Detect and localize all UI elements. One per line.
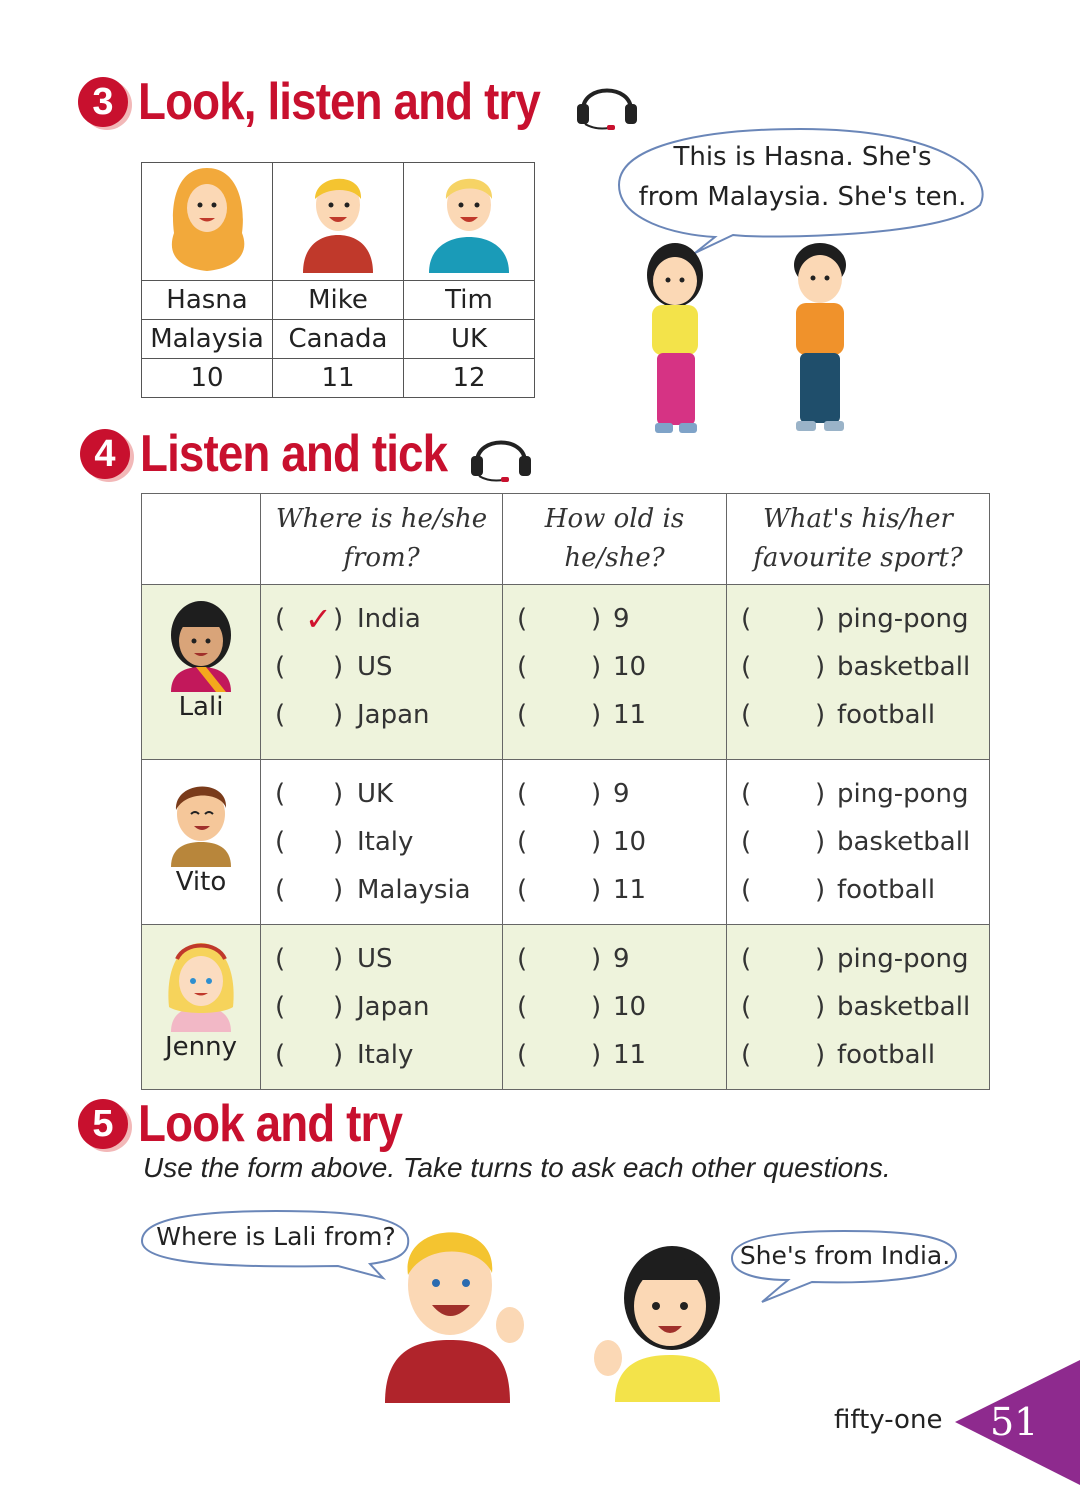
table-row xyxy=(142,585,990,760)
header-age-line2: he/she? xyxy=(564,543,665,573)
option-label: football xyxy=(837,875,936,905)
mike-illustration xyxy=(293,163,383,273)
option-label: 9 xyxy=(613,604,630,634)
girl-waving-illustration xyxy=(590,1240,740,1402)
section-number-badge: 4 xyxy=(80,429,130,479)
boy-waving-illustration xyxy=(380,1215,530,1403)
option-label: 11 xyxy=(613,875,647,905)
tick-mark-icon: ✓ xyxy=(305,600,332,638)
hasna-picture xyxy=(142,163,273,281)
bubble-line-2: from Malaysia. She's ten. xyxy=(638,182,967,212)
option-label: ping-pong xyxy=(837,944,969,974)
option-sport[interactable]: ( ) football xyxy=(741,875,936,905)
option-sport[interactable]: ( ) football xyxy=(741,1040,936,1070)
corner-header xyxy=(142,494,261,585)
headphones-icon xyxy=(469,426,533,482)
option-label: football xyxy=(837,700,936,730)
headphones-icon xyxy=(575,74,639,130)
speech-bubble-answer xyxy=(728,1228,960,1304)
option-sport[interactable]: ( ) ping-pong xyxy=(741,604,969,634)
mike-picture xyxy=(273,163,404,281)
mike-name: Mike xyxy=(273,281,404,320)
option-sport[interactable]: ( ) ping-pong xyxy=(741,944,969,974)
option-age[interactable]: ( ) 9 xyxy=(517,944,630,974)
option-label: 11 xyxy=(613,700,647,730)
option-label: Italy xyxy=(357,827,414,857)
option-age[interactable]: ( ) 9 xyxy=(517,604,630,634)
option-label: 9 xyxy=(613,944,630,974)
option-age[interactable]: ( ) 9 xyxy=(517,779,630,809)
country-options xyxy=(261,585,503,760)
option-label: ping-pong xyxy=(837,779,969,809)
hasna-age: 10 xyxy=(142,359,273,398)
option-label: basketball xyxy=(837,827,971,857)
option-label: 10 xyxy=(613,827,647,857)
section-number-badge: 3 xyxy=(78,77,128,127)
hasna-illustration xyxy=(162,163,252,273)
mike-country: Canada xyxy=(273,320,404,359)
header-sport xyxy=(727,494,990,585)
tim-country: UK xyxy=(404,320,535,359)
option-label: 10 xyxy=(613,652,647,682)
hasna-country: Malaysia xyxy=(142,320,273,359)
option-age[interactable]: ( ) 11 xyxy=(517,875,647,905)
section-5-heading xyxy=(78,1094,438,1154)
option-country[interactable]: ( ) US xyxy=(275,652,393,682)
option-label: Japan xyxy=(357,700,430,730)
option-label: 10 xyxy=(613,992,647,1022)
option-country[interactable]: ( ✓ ) India xyxy=(275,600,421,638)
jenny-cell xyxy=(142,925,261,1090)
bubble-line-1: This is Hasna. She's xyxy=(673,142,932,172)
lali-illustration xyxy=(166,597,236,692)
option-sport[interactable]: ( ) basketball xyxy=(741,992,971,1022)
sport-options xyxy=(727,760,990,925)
option-label: 9 xyxy=(613,779,630,809)
header-country-line2: from? xyxy=(343,543,420,573)
section-title: Look and try xyxy=(138,1095,403,1153)
option-age[interactable]: ( ) 10 xyxy=(517,992,647,1022)
option-label: ping-pong xyxy=(837,604,969,634)
option-country[interactable]: ( ) Italy xyxy=(275,827,414,857)
option-sport[interactable]: ( ) basketball xyxy=(741,827,971,857)
option-label: US xyxy=(357,944,393,974)
sport-options xyxy=(727,585,990,760)
tim-name: Tim xyxy=(404,281,535,320)
instruction-text: Use the form above. Take turns to ask each other questions. xyxy=(143,1152,891,1183)
tim-illustration xyxy=(414,163,524,273)
sport-options xyxy=(727,925,990,1090)
option-sport[interactable]: ( ) basketball xyxy=(741,652,971,682)
option-label: Malaysia xyxy=(357,875,471,905)
intro-people-table xyxy=(141,162,535,398)
section-title: Listen and tick xyxy=(140,425,448,483)
option-label: 11 xyxy=(613,1040,647,1070)
option-sport[interactable]: ( ) football xyxy=(741,700,936,730)
girl-and-boy-illustration xyxy=(630,235,870,445)
table-row xyxy=(142,760,990,925)
option-country[interactable]: ( ) US xyxy=(275,944,393,974)
option-label: football xyxy=(837,1040,936,1070)
option-label: basketball xyxy=(837,992,971,1022)
person-name: Lali xyxy=(178,692,224,722)
lali-cell xyxy=(142,585,261,760)
section-3-heading xyxy=(78,72,639,132)
bubble-answer-text: She's from India. xyxy=(739,1241,951,1270)
option-country[interactable]: ( ) Italy xyxy=(275,1040,414,1070)
section-title: Look, listen and try xyxy=(138,73,540,131)
age-options xyxy=(503,925,727,1090)
option-age[interactable]: ( ) 11 xyxy=(517,700,647,730)
page-number: 51 xyxy=(990,1400,1039,1444)
page-number-words: fifty-one xyxy=(834,1405,943,1435)
vito-cell xyxy=(142,760,261,925)
option-label: Japan xyxy=(357,992,430,1022)
option-label: India xyxy=(357,604,421,634)
header-sport-line1: What's his/her xyxy=(763,504,953,534)
country-options xyxy=(261,760,503,925)
listen-and-tick-table xyxy=(141,493,990,1090)
hasna-name: Hasna xyxy=(142,281,273,320)
option-label: US xyxy=(357,652,393,682)
option-country[interactable]: ( ) UK xyxy=(275,779,394,809)
table-row xyxy=(142,925,990,1090)
jenny-illustration xyxy=(161,937,241,1032)
tim-picture xyxy=(404,163,535,281)
person-name: Vito xyxy=(175,867,227,897)
option-label: Italy xyxy=(357,1040,414,1070)
age-options xyxy=(503,585,727,760)
option-age[interactable]: ( ) 10 xyxy=(517,827,647,857)
header-country xyxy=(261,494,503,585)
section-4-heading xyxy=(80,424,533,484)
tim-age: 12 xyxy=(404,359,535,398)
vito-illustration xyxy=(166,772,236,867)
option-age[interactable]: ( ) 10 xyxy=(517,652,647,682)
speech-bubble-question xyxy=(138,1208,413,1280)
age-options xyxy=(503,760,727,925)
header-sport-line2: favourite sport? xyxy=(753,543,963,573)
country-options xyxy=(261,925,503,1090)
option-country[interactable]: ( ) Malaysia xyxy=(275,875,471,905)
section-number-badge: 5 xyxy=(78,1099,128,1149)
option-label: UK xyxy=(357,779,394,809)
bubble-question-text: Where is Lali from? xyxy=(156,1222,396,1251)
header-age xyxy=(503,494,727,585)
option-label: basketball xyxy=(837,652,971,682)
mike-age: 11 xyxy=(273,359,404,398)
option-sport[interactable]: ( ) ping-pong xyxy=(741,779,969,809)
person-name: Jenny xyxy=(164,1032,237,1062)
header-age-line1: How old is xyxy=(544,504,685,534)
option-age[interactable]: ( ) 11 xyxy=(517,1040,647,1070)
header-country-line1: Where is he/she xyxy=(275,504,488,534)
option-country[interactable]: ( ) Japan xyxy=(275,992,430,1022)
option-country[interactable]: ( ) Japan xyxy=(275,700,430,730)
